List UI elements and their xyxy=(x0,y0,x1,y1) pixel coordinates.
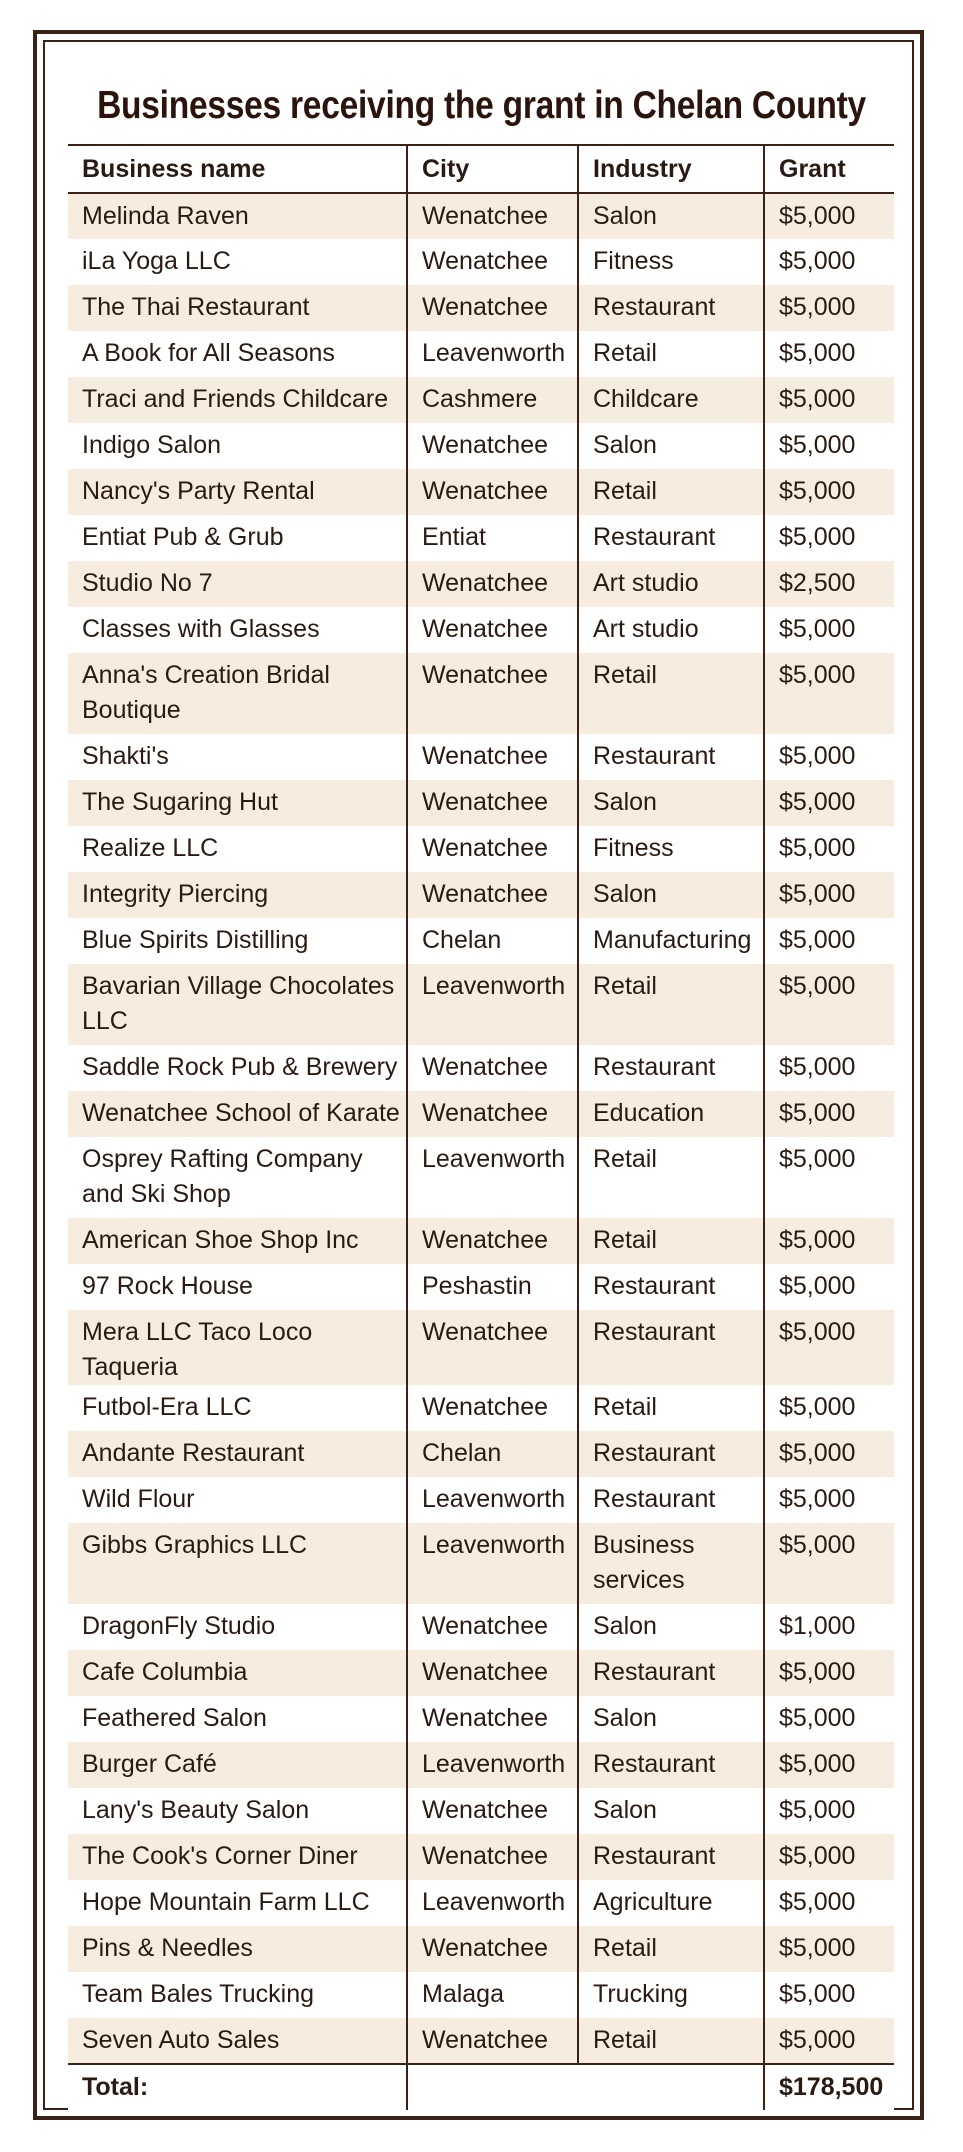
grant-cell: $5,000 xyxy=(764,377,894,423)
city-cell: Wenatchee xyxy=(407,1788,578,1834)
industry-cell: Retail xyxy=(578,469,764,515)
industry-cell: Salon xyxy=(578,1604,764,1650)
table-row xyxy=(68,1742,894,1788)
total-value: $178,500 xyxy=(764,2064,894,2110)
city-cell: Wenatchee xyxy=(407,826,578,872)
grant-cell: $5,000 xyxy=(764,1218,894,1264)
total-row xyxy=(68,2064,894,2110)
industry-cell: Retail xyxy=(578,653,764,734)
grant-cell: $5,000 xyxy=(764,607,894,653)
city-cell: Wenatchee xyxy=(407,1310,578,1385)
city-cell: Entiat xyxy=(407,515,578,561)
total-empty-cell xyxy=(407,2064,578,2110)
business-name-cell: Integrity Piercing xyxy=(68,872,407,918)
total-label: Total: xyxy=(68,2064,407,2110)
city-cell: Wenatchee xyxy=(407,1218,578,1264)
business-name-cell: Wild Flour xyxy=(68,1477,407,1523)
industry-cell: Retail xyxy=(578,2018,764,2064)
grant-cell: $5,000 xyxy=(764,423,894,469)
industry-cell: Retail xyxy=(578,964,764,1045)
grant-cell: $5,000 xyxy=(764,469,894,515)
business-name-cell: Burger Café xyxy=(68,1742,407,1788)
table-title: Businesses receiving the grant in Chelan County xyxy=(97,84,866,127)
header-row xyxy=(68,145,894,193)
grant-cell: $5,000 xyxy=(764,1788,894,1834)
table-row xyxy=(68,1696,894,1742)
business-name-cell: Mera LLC Taco Loco Taqueria xyxy=(68,1310,407,1385)
industry-cell: Salon xyxy=(578,780,764,826)
table-row xyxy=(68,1310,894,1385)
city-cell: Wenatchee xyxy=(407,780,578,826)
grant-cell: $5,000 xyxy=(764,1880,894,1926)
business-name-cell: Team Bales Trucking xyxy=(68,1972,407,2018)
business-name-cell: Realize LLC xyxy=(68,826,407,872)
table-row xyxy=(68,1091,894,1137)
city-cell: Cashmere xyxy=(407,377,578,423)
table-row xyxy=(68,1880,894,1926)
city-cell: Wenatchee xyxy=(407,1650,578,1696)
business-name-cell: Shakti's xyxy=(68,734,407,780)
table-row xyxy=(68,561,894,607)
business-name-cell: Bavarian Village Chocolates LLC xyxy=(68,964,407,1045)
industry-cell: Salon xyxy=(578,423,764,469)
business-name-cell: The Sugaring Hut xyxy=(68,780,407,826)
city-cell: Wenatchee xyxy=(407,469,578,515)
business-name-cell: Lany's Beauty Salon xyxy=(68,1788,407,1834)
business-name-cell: Melinda Raven xyxy=(68,193,407,239)
industry-cell: Restaurant xyxy=(578,1264,764,1310)
city-cell: Chelan xyxy=(407,918,578,964)
industry-cell: Salon xyxy=(578,1788,764,1834)
industry-cell: Trucking xyxy=(578,1972,764,2018)
industry-cell: Fitness xyxy=(578,239,764,285)
table-row xyxy=(68,1650,894,1696)
grants-table xyxy=(68,144,894,2110)
city-cell: Leavenworth xyxy=(407,964,578,1045)
city-cell: Leavenworth xyxy=(407,1137,578,1218)
industry-cell: Salon xyxy=(578,1696,764,1742)
city-cell: Leavenworth xyxy=(407,331,578,377)
table-row xyxy=(68,1137,894,1218)
business-name-cell: iLa Yoga LLC xyxy=(68,239,407,285)
city-cell: Leavenworth xyxy=(407,1477,578,1523)
business-name-cell: Entiat Pub & Grub xyxy=(68,515,407,561)
grant-cell: $5,000 xyxy=(764,1523,894,1604)
city-cell: Wenatchee xyxy=(407,1604,578,1650)
grant-cell: $5,000 xyxy=(764,2018,894,2064)
table-row xyxy=(68,872,894,918)
industry-cell: Retail xyxy=(578,331,764,377)
column-header-city: City xyxy=(407,145,578,193)
table-row xyxy=(68,1045,894,1091)
column-header-business-name: Business name xyxy=(68,145,407,193)
table-row xyxy=(68,423,894,469)
industry-cell: Restaurant xyxy=(578,1431,764,1477)
table-row xyxy=(68,1926,894,1972)
business-name-cell: Cafe Columbia xyxy=(68,1650,407,1696)
table-row xyxy=(68,1218,894,1264)
business-name-cell: Nancy's Party Rental xyxy=(68,469,407,515)
city-cell: Wenatchee xyxy=(407,653,578,734)
business-name-cell: Seven Auto Sales xyxy=(68,2018,407,2064)
grant-cell: $5,000 xyxy=(764,1091,894,1137)
table-row xyxy=(68,2018,894,2064)
industry-cell: Business services xyxy=(578,1523,764,1604)
table-row xyxy=(68,918,894,964)
column-header-grant: Grant xyxy=(764,145,894,193)
table-row xyxy=(68,653,894,734)
business-name-cell: Indigo Salon xyxy=(68,423,407,469)
grant-cell: $5,000 xyxy=(764,1045,894,1091)
grant-cell: $5,000 xyxy=(764,918,894,964)
table-row xyxy=(68,515,894,561)
industry-cell: Retail xyxy=(578,1385,764,1431)
city-cell: Wenatchee xyxy=(407,561,578,607)
table-row xyxy=(68,1264,894,1310)
grant-cell: $5,000 xyxy=(764,1834,894,1880)
city-cell: Wenatchee xyxy=(407,1045,578,1091)
grant-cell: $5,000 xyxy=(764,1742,894,1788)
business-name-cell: Hope Mountain Farm LLC xyxy=(68,1880,407,1926)
table-row xyxy=(68,239,894,285)
industry-cell: Art studio xyxy=(578,561,764,607)
city-cell: Wenatchee xyxy=(407,239,578,285)
industry-cell: Restaurant xyxy=(578,1650,764,1696)
business-name-cell: DragonFly Studio xyxy=(68,1604,407,1650)
table-row xyxy=(68,1604,894,1650)
industry-cell: Restaurant xyxy=(578,285,764,331)
city-cell: Wenatchee xyxy=(407,423,578,469)
grant-cell: $5,000 xyxy=(764,780,894,826)
table-row xyxy=(68,1477,894,1523)
business-name-cell: Saddle Rock Pub & Brewery xyxy=(68,1045,407,1091)
business-name-cell: Feathered Salon xyxy=(68,1696,407,1742)
city-cell: Wenatchee xyxy=(407,1385,578,1431)
city-cell: Wenatchee xyxy=(407,1834,578,1880)
table-row xyxy=(68,1788,894,1834)
table-row xyxy=(68,734,894,780)
city-cell: Wenatchee xyxy=(407,1091,578,1137)
industry-cell: Fitness xyxy=(578,826,764,872)
grant-cell: $5,000 xyxy=(764,1137,894,1218)
industry-cell: Restaurant xyxy=(578,734,764,780)
city-cell: Wenatchee xyxy=(407,2018,578,2064)
total-empty-cell xyxy=(578,2064,764,2110)
business-name-cell: 97 Rock House xyxy=(68,1264,407,1310)
city-cell: Wenatchee xyxy=(407,1926,578,1972)
business-name-cell: Wenatchee School of Karate xyxy=(68,1091,407,1137)
grant-cell: $5,000 xyxy=(764,872,894,918)
grant-cell: $5,000 xyxy=(764,331,894,377)
table-row xyxy=(68,469,894,515)
table-row xyxy=(68,964,894,1045)
table-row xyxy=(68,331,894,377)
business-name-cell: Blue Spirits Distilling xyxy=(68,918,407,964)
table-row xyxy=(68,193,894,239)
table-row xyxy=(68,780,894,826)
business-name-cell: American Shoe Shop Inc xyxy=(68,1218,407,1264)
grant-cell: $5,000 xyxy=(764,239,894,285)
table-row xyxy=(68,1523,894,1604)
grant-cell: $5,000 xyxy=(764,1926,894,1972)
grant-cell: $5,000 xyxy=(764,734,894,780)
city-cell: Leavenworth xyxy=(407,1523,578,1604)
business-name-cell: Andante Restaurant xyxy=(68,1431,407,1477)
industry-cell: Restaurant xyxy=(578,515,764,561)
industry-cell: Retail xyxy=(578,1137,764,1218)
industry-cell: Restaurant xyxy=(578,1477,764,1523)
business-name-cell: Classes with Glasses xyxy=(68,607,407,653)
industry-cell: Restaurant xyxy=(578,1045,764,1091)
business-name-cell: A Book for All Seasons xyxy=(68,331,407,377)
industry-cell: Retail xyxy=(578,1926,764,1972)
city-cell: Wenatchee xyxy=(407,607,578,653)
grant-cell: $2,500 xyxy=(764,561,894,607)
industry-cell: Restaurant xyxy=(578,1310,764,1385)
city-cell: Leavenworth xyxy=(407,1880,578,1926)
table-row xyxy=(68,607,894,653)
table-row xyxy=(68,1431,894,1477)
grant-cell: $5,000 xyxy=(764,285,894,331)
city-cell: Wenatchee xyxy=(407,734,578,780)
business-name-cell: Pins & Needles xyxy=(68,1926,407,1972)
city-cell: Chelan xyxy=(407,1431,578,1477)
business-name-cell: Futbol-Era LLC xyxy=(68,1385,407,1431)
city-cell: Peshastin xyxy=(407,1264,578,1310)
table-row xyxy=(68,1972,894,2018)
city-cell: Wenatchee xyxy=(407,193,578,239)
grant-cell: $5,000 xyxy=(764,515,894,561)
business-name-cell: Studio No 7 xyxy=(68,561,407,607)
city-cell: Wenatchee xyxy=(407,1696,578,1742)
table-row xyxy=(68,285,894,331)
industry-cell: Manufacturing xyxy=(578,918,764,964)
grant-cell: $5,000 xyxy=(764,964,894,1045)
city-cell: Malaga xyxy=(407,1972,578,2018)
industry-cell: Agriculture xyxy=(578,1880,764,1926)
grant-cell: $5,000 xyxy=(764,1385,894,1431)
grant-cell: $5,000 xyxy=(764,653,894,734)
industry-cell: Restaurant xyxy=(578,1742,764,1788)
business-name-cell: Traci and Friends Childcare xyxy=(68,377,407,423)
city-cell: Wenatchee xyxy=(407,285,578,331)
table-row xyxy=(68,1385,894,1431)
grant-cell: $5,000 xyxy=(764,193,894,239)
industry-cell: Education xyxy=(578,1091,764,1137)
business-name-cell: Osprey Rafting Company and Ski Shop xyxy=(68,1137,407,1218)
column-header-industry: Industry xyxy=(578,145,764,193)
industry-cell: Childcare xyxy=(578,377,764,423)
grant-cell: $5,000 xyxy=(764,1431,894,1477)
grant-cell: $5,000 xyxy=(764,1650,894,1696)
business-name-cell: Gibbs Graphics LLC xyxy=(68,1523,407,1604)
industry-cell: Salon xyxy=(578,193,764,239)
business-name-cell: The Cook's Corner Diner xyxy=(68,1834,407,1880)
industry-cell: Retail xyxy=(578,1218,764,1264)
table-row xyxy=(68,377,894,423)
industry-cell: Salon xyxy=(578,872,764,918)
business-name-cell: The Thai Restaurant xyxy=(68,285,407,331)
grant-cell: $5,000 xyxy=(764,1972,894,2018)
industry-cell: Restaurant xyxy=(578,1834,764,1880)
table-row xyxy=(68,1834,894,1880)
city-cell: Leavenworth xyxy=(407,1742,578,1788)
grant-cell: $5,000 xyxy=(764,1696,894,1742)
business-name-cell: Anna's Creation Bridal Boutique xyxy=(68,653,407,734)
grant-cell: $5,000 xyxy=(764,826,894,872)
grant-cell: $5,000 xyxy=(764,1477,894,1523)
table-body xyxy=(68,193,894,2064)
grant-cell: $1,000 xyxy=(764,1604,894,1650)
grant-cell: $5,000 xyxy=(764,1310,894,1385)
grant-cell: $5,000 xyxy=(764,1264,894,1310)
industry-cell: Art studio xyxy=(578,607,764,653)
city-cell: Wenatchee xyxy=(407,872,578,918)
table-row xyxy=(68,826,894,872)
